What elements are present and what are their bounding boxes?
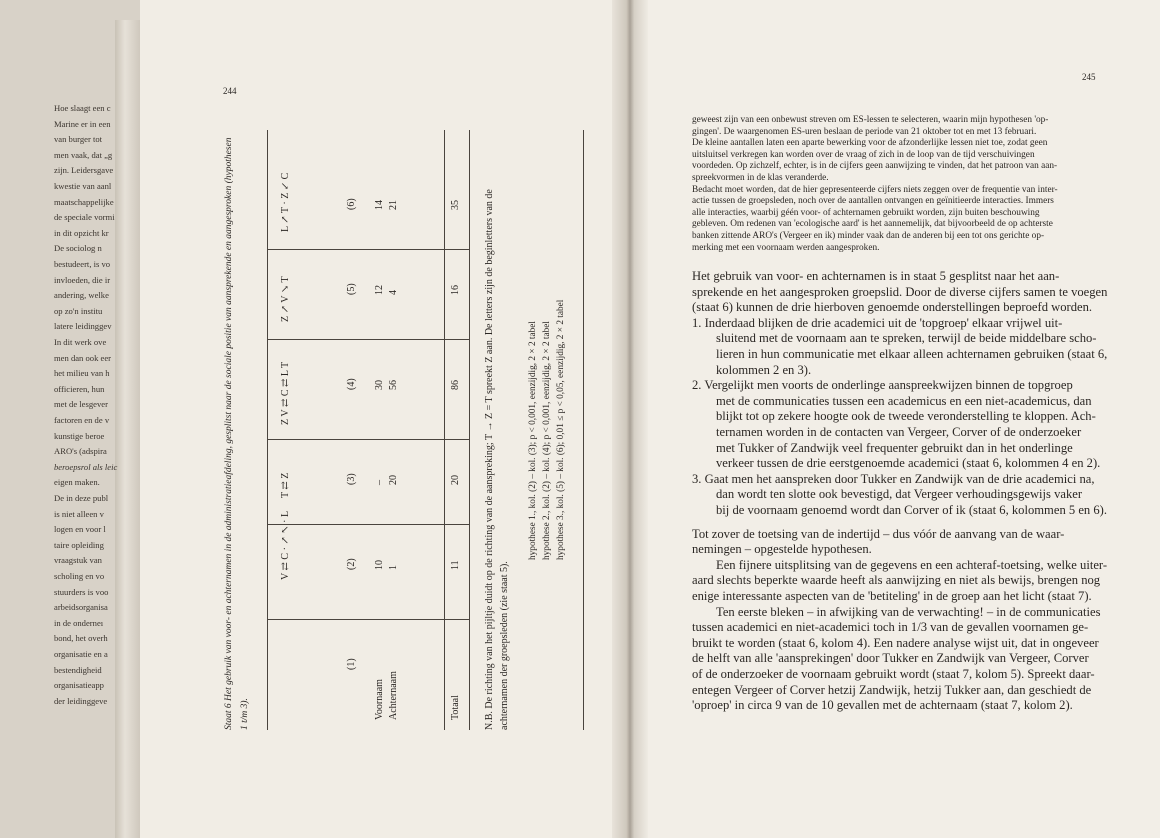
paragraph-line: nemingen – opgestelde hypothesen.	[692, 542, 872, 557]
paragraph-line: bruikt te worden (staat 6, kolom 4). Een nadere analyse wijst uit, dat in ongeveer	[692, 635, 1099, 650]
note-rule	[583, 130, 584, 730]
hypothesis-1: hypothese 1., kol. (2) – kol. (3); p < 0,001, eenzijdig, 2 × 2 tabel	[528, 321, 538, 560]
col-number-6: (6)	[346, 198, 357, 210]
cell-voornaam-2: 10	[374, 560, 385, 570]
underlying-page-line: stuurders is voo	[54, 586, 109, 597]
row-label-achternaam: Achternaam	[388, 671, 399, 720]
paragraph-small-line: merking met een voornaam werden aangesproken.	[692, 242, 880, 253]
paragraph-line: enige interessante aspecten van de 'betiteling' in de groep aan het licht (staat 7).	[692, 589, 1092, 603]
paragraph-line: met de communicaties tussen een academicus en een niet-academicus, dan	[716, 393, 1092, 408]
cell-totaal-2: 11	[450, 560, 461, 570]
paragraph-line: sluitend met de voornaam aan te spreken, terwijl de beide middelbare scho-	[716, 331, 1097, 346]
underlying-page-line: taire opleiding	[54, 539, 104, 550]
underlying-page	[0, 0, 140, 838]
paragraph-line: Een fijnere uitsplitsing van de gegevens en een achteraf-toetsing, welke uiter-	[716, 557, 1108, 572]
hypothesis-3: hypothese 3., kol. (5) – kol. (6); 0,01 ≤ p < 0,05, eenzijdig, 2 × 2 tabel	[556, 299, 566, 560]
paragraph-line: kolommen 2 en 3).	[716, 362, 812, 377]
cell-voornaam-4: 30	[374, 380, 385, 390]
underlying-page-line: eigen maken.	[54, 477, 100, 488]
note-line2: achternamen der groepsleden (zie staat 5).	[499, 561, 510, 730]
underlying-page-line: organisatieapp	[54, 680, 104, 691]
paragraph-line: 1. Inderdaad blijken de drie academici uit de 'topgroep' elkaar vrijwel uit-	[692, 315, 1063, 330]
underlying-page-line: In dit werk ove	[54, 337, 107, 347]
underlying-page-line: zijn. Leidersgave	[54, 165, 114, 176]
paragraph-line: (staat 6) kunnen de drie hierboven genoemde onderstellingen beproefd worden.	[692, 300, 1093, 315]
diagram-col3: T ⇄ Z	[280, 472, 291, 498]
cell-totaal-3: 20	[450, 475, 461, 485]
hypothesis-2: hypothese 2., kol. (2) – kol. (4); p < 0,001, eenzijdig, 2 × 2 tabel	[542, 321, 552, 560]
paragraph-small-line: actie tussen de groepsleden, noch over de aantallen ontvangen en geïnitieerde interacties. Immers	[692, 196, 1054, 207]
paragraph-line: of de onderzoeker de voornaam gebruikt wordt (staat 7, kolom 5). Spreekt daar-	[692, 667, 1095, 681]
table-col-divider-1	[267, 619, 469, 620]
paragraph-line: Tot zover de toetsing van de indertijd – dus vóór de aanvang van de waar-	[692, 526, 1065, 541]
underlying-page-line: organisatie en a	[54, 649, 108, 659]
underlying-page-line: latere leidinggev	[54, 321, 112, 332]
underlying-page-line: is niet alleen v	[54, 508, 104, 519]
underlying-page-line: De sociolog n	[54, 243, 102, 254]
cell-achternaam-2: 1	[388, 565, 399, 570]
paragraph-line: 2. Vergelijkt men voorts de onderlinge aanspreekwijzen binnen de topgroep	[692, 378, 1073, 393]
diagram-col6: L ↗ T · Z ↙ C	[280, 172, 291, 232]
paragraph-line: blijkt tot op zekere hoogte ook de tweede veronderstelling te kloppen. Ach-	[716, 409, 1096, 424]
underlying-page-line: arbeidsorganisa	[54, 602, 108, 613]
underlying-page-line: scholing en vo	[54, 571, 105, 581]
paragraph-line: bij de voornaam genoemd wordt dan Corver of ik (staat 6, kolommen 5 en 6).	[716, 503, 1108, 517]
paragraph-small-line: gebleven. Om redenen van 'ecologische aard' is het aannemelijk, dat bijvoorbeeld de op achterste	[692, 219, 1053, 230]
left-page-number: 244	[223, 86, 237, 96]
paragraph-small-line: spreekvormen in de klas veranderde.	[692, 173, 829, 183]
underlying-page-line: bond, het overh	[54, 633, 108, 644]
book-spine	[612, 0, 648, 838]
col-number-2: (2)	[346, 558, 357, 570]
underlying-page-line: de speciale vormi	[54, 212, 115, 223]
paragraph-line: tussen academici en niet-academici toch in 1/3 van de gevallen voornamen ge-	[692, 620, 1089, 635]
cell-achternaam-3: 20	[388, 475, 399, 485]
underlying-page-line: der leidinggeve	[54, 695, 108, 706]
col-number-1: (1)	[346, 658, 357, 670]
underlying-page-line: van burger tot	[54, 134, 103, 145]
diagram-col4: Z V ⇄ C ⇄ L T	[280, 361, 291, 425]
cell-voornaam-6: 14	[374, 200, 385, 210]
table-col-divider-2	[267, 524, 469, 525]
paragraph-line: 3. Gaat men het aanspreken door Tukker en Zandwijk van de drie academici na,	[692, 471, 1095, 486]
paragraph-small-line: De kleine aantallen laten een aparte bewerking voor de afzonderlijke lessen niet toe, zodat geen	[692, 138, 1048, 149]
underlying-page-line: men dan ook eer	[54, 352, 112, 363]
paragraph-small-line: uitsluitsel verkregen kan worden over de vraag of zich in de loop van de tijd verschuivingen	[692, 149, 1035, 160]
underlying-page-line: kunstige beroe	[54, 430, 105, 441]
paragraph-line: verkeer tussen de drie eerstgenoemde academici (staat 6, kolommen 4 en 2).	[716, 456, 1101, 471]
table-col-divider-3	[267, 439, 469, 440]
underlying-page-line: vraagstuk van	[54, 555, 102, 566]
paragraph-line: Het gebruik van voor- en achternamen is in staat 5 gesplitst naar het aan-	[692, 269, 1060, 283]
underlying-page-line: op zo'n institu	[54, 305, 103, 316]
rotated-table-block	[223, 110, 623, 730]
cell-voornaam-5: 12	[374, 285, 385, 295]
col-number-5: (5)	[346, 283, 357, 295]
note-line1: N.B. De richting van het pijltje duidt op de richting van de aanspreking; T → Z = T spreekt Z aan. De letters zijn de beginletters van de	[484, 189, 495, 730]
underlying-page-line: met de lesgever	[54, 399, 108, 410]
table-caption-line2: 1 t/m 3).	[240, 698, 250, 730]
cell-achternaam-5: 4	[388, 290, 399, 295]
paragraph-small-line: voordeden. Op zichzelf, echter, is in de cijfers geen aanwijzing te vinden, dat het patroon van aan-	[692, 161, 1058, 172]
underlying-page-line: logen en voor l	[54, 524, 106, 535]
paragraph-small-line: gingen'. De waargenomen ES-uren beslaan de periode van 21 oktober tot en met 13 februari.	[692, 126, 1037, 137]
paragraph-line: met Tukker of Zandwijk veel frequenter gebruikt dan in het onderlinge	[716, 440, 1073, 455]
underlying-page-line: kwestie van aanl	[54, 181, 112, 191]
paragraph-line: aard slechts beperkte waarde heeft als aanwijzing en niet als bewijs, brengen nog	[692, 573, 1101, 588]
underlying-page-line: het milieu van h	[54, 368, 110, 379]
cell-achternaam-4: 56	[388, 380, 399, 390]
table-rule-bottom	[469, 130, 470, 730]
cell-totaal-5: 16	[450, 285, 461, 295]
paragraph-line: de helft van alle 'aansprekingen' door Tukker en Zandwijk van Vergeer, Corver	[692, 651, 1089, 666]
table-col-divider-4	[267, 339, 469, 340]
diagram-col5: Z ↗ V ↘ T	[280, 276, 291, 322]
diagram-col2: V ⇄ C · ↗ ↖ · L	[280, 510, 291, 580]
underlying-page-line: men vaak, dat „g	[54, 149, 113, 160]
cell-totaal-4: 86	[450, 380, 461, 390]
paragraph-line: 'oproep' in circa 9 van de 10 gevallen met de achternaam (staat 7, kolom 2).	[692, 698, 1073, 713]
paragraph-line: ternamen worden in de contacten van Vergeer, Corver of de onderzoeker	[716, 425, 1082, 439]
underlying-page-line: factoren en de v	[54, 415, 110, 425]
underlying-page-line: bestudeert, is vo	[54, 259, 111, 269]
underlying-page-line: Hoe slaagt een c	[54, 103, 111, 113]
paragraph-small-line: alle interacties, waarbij géén voor- of achternamen gebruikt worden, zijn buiten beschouwing	[692, 207, 1040, 218]
row-label-totaal: Totaal	[450, 695, 461, 720]
col-number-3: (3)	[346, 473, 357, 485]
paragraph-small-line: banken zittende ARO's (Vergeer en ik) minder vaak dan de anderen bij een tot ons gerichte op-	[692, 231, 1045, 241]
underlying-page-line: in de onderneı	[54, 617, 104, 628]
col-number-4: (4)	[346, 378, 357, 390]
cell-voornaam-3: –	[374, 480, 385, 485]
cell-totaal-6: 35	[450, 200, 461, 210]
paragraph-line: entegen Vergeer of Corver hetzij Zandwijk, hetzij Tukker aan, dan geschiedt de	[692, 682, 1092, 697]
underlying-page-line: ARO's (adspira	[54, 446, 107, 457]
underlying-page-line: in dit opzicht kr	[54, 227, 109, 238]
paragraph-small-line: geweest zijn van een onbewust streven om ES-lessen te selecteren, waarin mijn hypothesen 'op-	[692, 115, 1049, 125]
table-rule-mid	[444, 130, 445, 730]
row-label-voornaam: Voornaam	[374, 679, 385, 720]
underlying-page-line: beroepsrol als leic	[54, 461, 118, 472]
page-edge	[115, 20, 140, 838]
paragraph-small-line: Bedacht moet worden, dat de hier gepresenteerde cijfers niets zeggen over de frequentie van inter-	[692, 184, 1058, 195]
table-col-divider-5	[267, 249, 469, 250]
table-rule-top	[267, 130, 268, 730]
table-caption-line1: Staat 6 Het gebruik van voor- en achternamen in de administratieafdeling, gesplitst naar de sociale positie van aansprekende en aangesproken (hypothesen	[224, 137, 234, 730]
right-page-number: 245	[1082, 72, 1096, 82]
paragraph-line: sprekende en het aangesproken groepslid. Door de diverse cijfers samen te voegen	[692, 284, 1108, 299]
paragraph-line: dan wordt ten slotte ook bevestigd, dat Vergeer verhoudingsgewijs vaker	[716, 487, 1083, 502]
paragraph-line: lieren in hun communicatie met elkaar alleen achternamen gebruiken (staat 6,	[716, 347, 1108, 361]
underlying-page-line: officieren, hun	[54, 383, 105, 394]
underlying-page-line: De in deze publ	[54, 493, 109, 503]
underlying-page-line: bestendigheid	[54, 664, 102, 675]
underlying-page-line: Marine er in een	[54, 118, 111, 129]
underlying-page-line: andering, welke	[54, 290, 109, 301]
cell-achternaam-6: 21	[388, 200, 399, 210]
underlying-page-line: maatschappelijke	[54, 196, 114, 207]
underlying-page-line: invloeden, die ir	[54, 274, 111, 285]
paragraph-line: Ten eerste bleken – in afwijking van de verwachting! – in de communicaties	[716, 604, 1101, 619]
